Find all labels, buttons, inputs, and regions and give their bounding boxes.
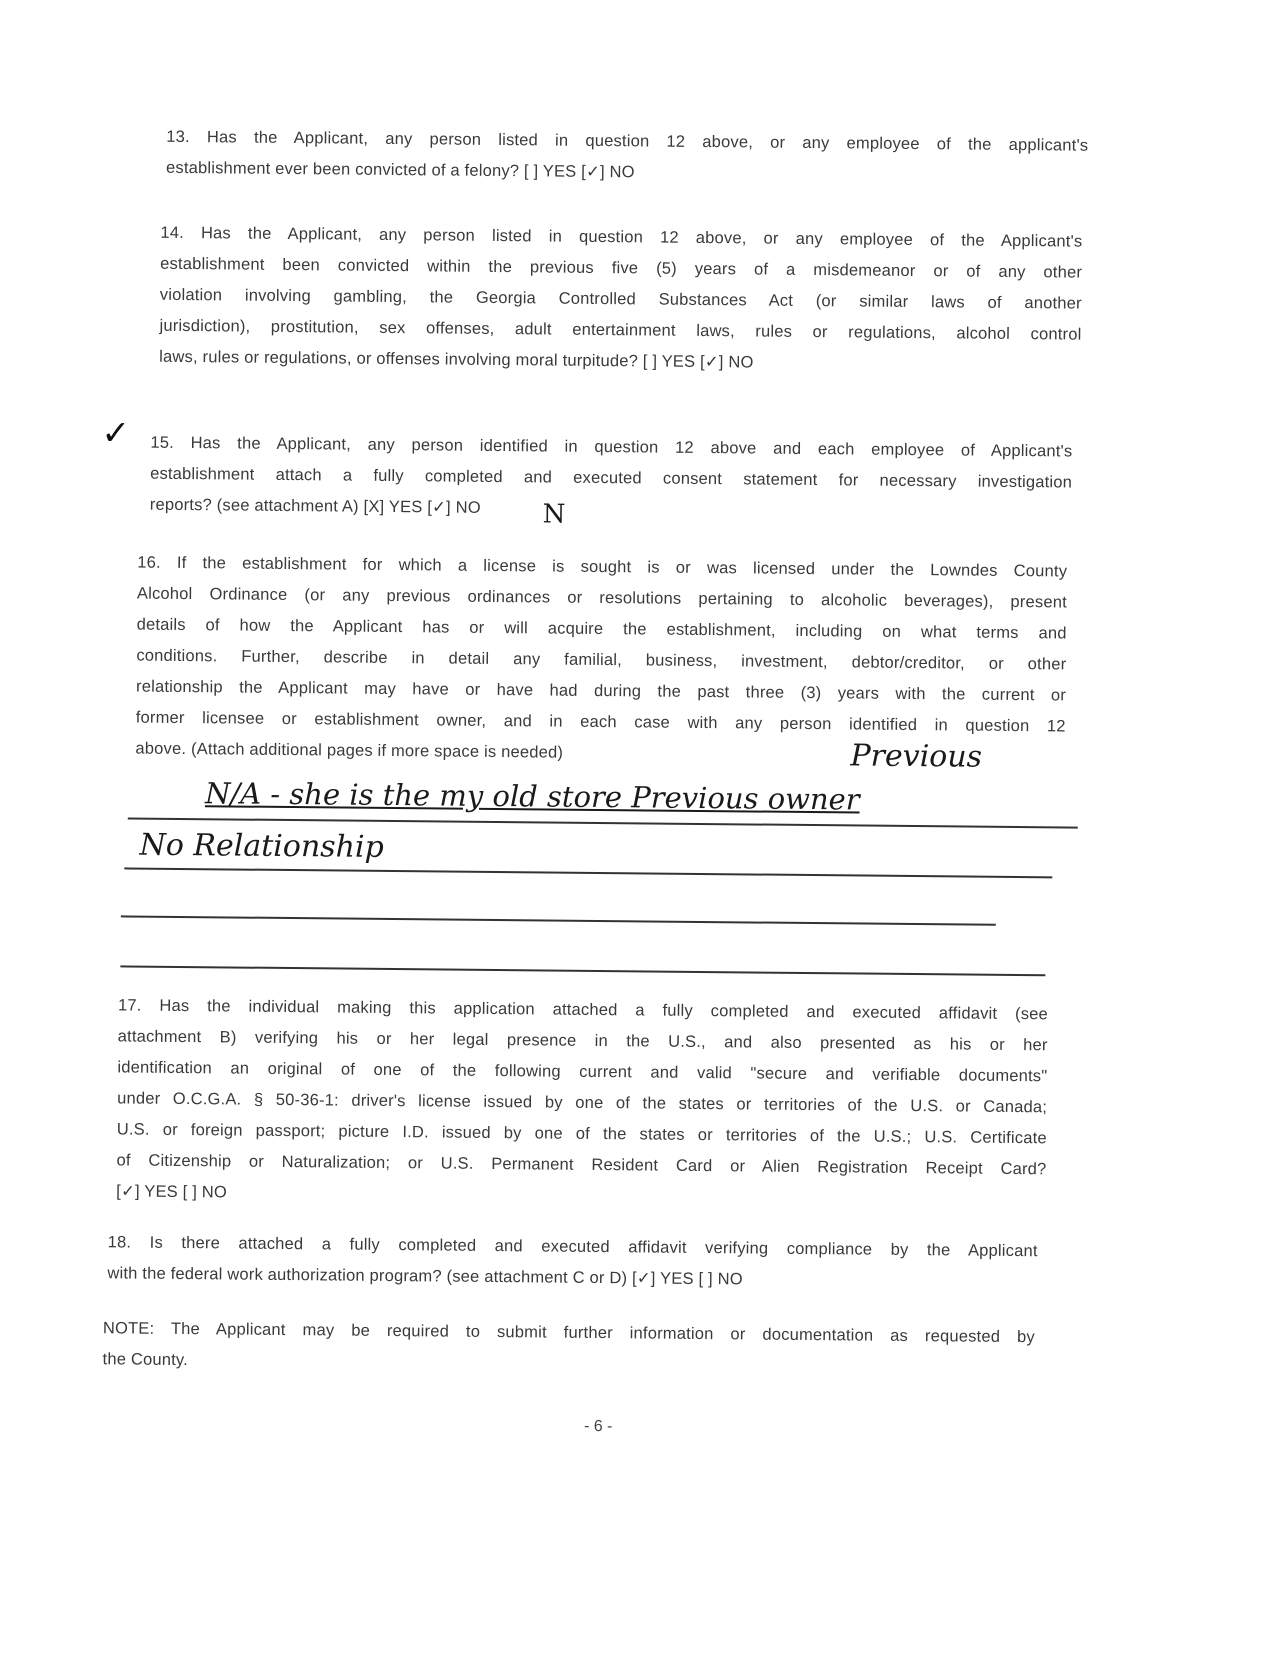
- text-line: with the federal work authorization program? (see attachment C or D) [✓] YES [ ] NO: [107, 1264, 743, 1289]
- text-line: reports? (see attachment A) [X] YES [✓] NO: [149, 495, 481, 517]
- text-line: establishment attach a fully completed and executed consent statement for necessary investigation: [150, 464, 1073, 492]
- text-line: 15. Has the Applicant, any person identified in question 12 above and each employee of Applicant's: [150, 433, 1073, 461]
- question-15: [150, 428, 1073, 530]
- handwritten-previous: Previous: [850, 738, 983, 775]
- text-line: conditions. Further, describe in detail any familial, business, investment, debtor/creditor, or other: [136, 646, 1067, 674]
- text-line: [✓] YES [ ] NO: [116, 1182, 228, 1202]
- question-14: [159, 218, 1082, 382]
- note: [102, 1313, 1035, 1384]
- text-line: of Citizenship or Naturalization; or U.S. Permanent Resident Card or Alien Registration Receipt Card?: [116, 1151, 1047, 1179]
- answer-line-3: [121, 915, 996, 925]
- answer-line-1: [128, 817, 1078, 828]
- q15-initial: N: [542, 499, 566, 530]
- text-line: the County.: [102, 1350, 189, 1370]
- text-line: former licensee or establishment owner, and in each case with any person identified in question 12: [135, 708, 1066, 736]
- text-line: identification an original of one of the following current and valid "secure and verifiable documents": [117, 1058, 1048, 1086]
- question-17: [116, 990, 1048, 1216]
- text-line: NOTE: The Applicant may be required to submit further information or documentation as requested by: [102, 1319, 1035, 1347]
- text-line: U.S. or foreign passport; picture I.D. issued by one of the states or territories of the U.S.; U.S. Certificate: [116, 1120, 1047, 1148]
- text-line: jurisdiction), prostitution, sex offenses, adult entertainment laws, rules or regulations, alcohol control: [159, 316, 1082, 344]
- text-line: relationship the Applicant may have or have had during the past three (3) years with the current or: [135, 677, 1067, 705]
- text-line: 13. Has the Applicant, any person listed in question 12 above, or any employee of the applicant's: [166, 127, 1089, 155]
- handwritten-answer-1: N/A - she is the my old store Previous owner: [204, 776, 860, 817]
- text-line: above. (Attach additional pages if more space is needed): [135, 739, 564, 762]
- text-line: 17. Has the individual making this application attached a fully completed and executed affidavit (see: [117, 996, 1049, 1024]
- text-line: 14. Has the Applicant, any person listed in question 12 above, or any employee of the Applicant's: [160, 223, 1083, 251]
- question-18: [107, 1227, 1038, 1298]
- text-line: attachment B) verifying his or her legal presence in the U.S., and also presented as his or her: [117, 1027, 1048, 1055]
- text-line: 16. If the establishment for which a license is sought is or was licensed under the Lowndes County: [137, 553, 1068, 581]
- text-line: establishment been convicted within the previous five (5) years of a misdemeanor or of any other: [160, 254, 1083, 282]
- page-number: - 6 -: [583, 1417, 613, 1436]
- q15-margin-check-mark: ✓: [101, 413, 131, 454]
- handwritten-answer-2: No Relationship: [139, 827, 384, 865]
- text-line: under O.C.G.A. § 50-36-1: driver's license issued by one of the states or territories of the U.S. or Canada;: [117, 1089, 1048, 1117]
- answer-line-4: [120, 965, 1045, 975]
- text-line: details of how the Applicant has or will acquire the establishment, including on what terms and: [136, 615, 1067, 643]
- text-line: violation involving gambling, the Georgia Controlled Substances Act (or similar laws of another: [159, 285, 1082, 313]
- answer-line-2: [124, 867, 1052, 877]
- text-line: Alcohol Ordinance (or any previous ordinances or resolutions pertaining to alcoholic beverages), present: [136, 584, 1068, 612]
- question-13: [166, 122, 1089, 193]
- text-line: 18. Is there attached a fully completed and executed affidavit verifying compliance by the Applicant: [107, 1233, 1038, 1261]
- text-line: laws, rules or regulations, or offenses involving moral turpitude? [ ] YES [✓] NO: [159, 347, 754, 372]
- text-line: establishment ever been convicted of a felony? [ ] YES [✓] NO: [165, 158, 635, 182]
